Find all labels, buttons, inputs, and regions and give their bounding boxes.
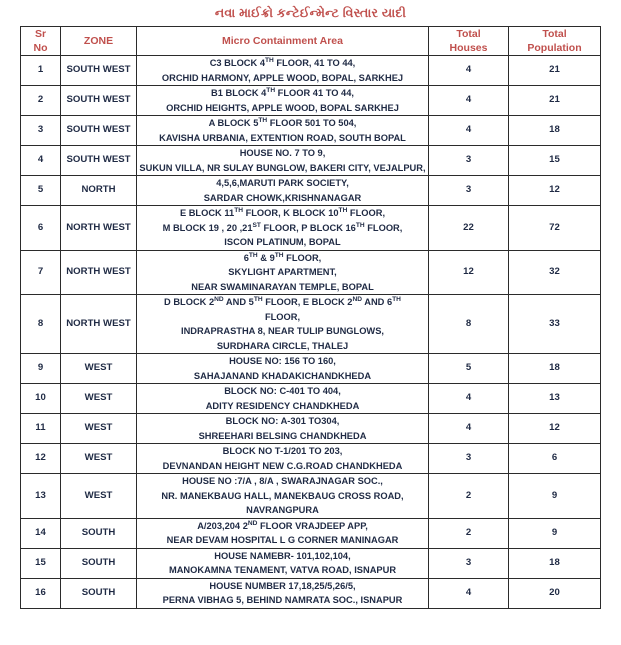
cell-total-population: 12 — [509, 176, 601, 206]
area-line: NR. MANEKBAUG HALL, MANEKBAUG CROSS ROAD, — [161, 490, 404, 501]
cell-micro-containment-area — [137, 295, 429, 354]
cell-zone: SOUTH — [61, 548, 137, 578]
ordinal-suffix: TH — [265, 56, 274, 64]
area-line: HOUSE NUMBER 17,18,25/5,26/5, — [209, 580, 356, 591]
area-line: KAVISHA URBANIA, EXTENTION ROAD, SOUTH BOPAL — [159, 132, 406, 143]
cell-zone: SOUTH WEST — [61, 56, 137, 86]
area-line: D BLOCK 2ND AND 5TH FLOOR, E BLOCK 2ND AND 6TH — [164, 295, 401, 307]
cell-zone: NORTH WEST — [61, 250, 137, 295]
cell-total-houses: 8 — [429, 295, 509, 354]
table-row — [21, 444, 601, 474]
area-line: HOUSE NO :7/A , 8/A , SWARAJNAGAR SOC., — [182, 476, 383, 486]
cell-sr-no: 3 — [21, 116, 61, 146]
table-row — [21, 295, 601, 354]
area-line: HOUSE NO. 7 TO 9, — [239, 148, 326, 158]
cell-sr-no: 5 — [21, 176, 61, 206]
total-houses-label-line2: Houses — [449, 42, 488, 54]
micro-containment-table — [20, 26, 601, 609]
table-row — [21, 250, 601, 295]
area-line: E BLOCK 11TH FLOOR, K BLOCK 10TH FLOOR, — [179, 206, 386, 218]
area-line: ORCHID HARMONY, APPLE WOOD, BOPAL, SARKHEJ — [161, 72, 404, 83]
area-line: 4,5,6,MARUTI PARK SOCIETY, — [216, 178, 349, 188]
cell-total-houses: 22 — [429, 206, 509, 251]
ordinal-suffix: ND — [247, 519, 258, 527]
header-row — [21, 27, 601, 56]
cell-total-houses: 3 — [429, 176, 509, 206]
area-line: C3 BLOCK 4TH FLOOR, 41 TO 44, — [209, 56, 356, 68]
cell-total-population: 32 — [509, 250, 601, 295]
area-line: HOUSE NO: 156 TO 160, — [229, 356, 336, 366]
cell-total-houses: 2 — [429, 474, 509, 519]
area-line: B1 BLOCK 4TH FLOOR 41 TO 44, — [211, 86, 354, 98]
cell-total-houses: 12 — [429, 250, 509, 295]
table-body — [21, 56, 601, 609]
cell-total-houses: 3 — [429, 146, 509, 176]
ordinal-suffix: TH — [234, 206, 243, 214]
ordinal-suffix: TH — [253, 295, 263, 303]
cell-sr-no: 12 — [21, 444, 61, 474]
area-line: SAHAJANAND KHADAKICHANDKHEDA — [193, 370, 372, 381]
area-line: FLOOR, — [264, 311, 301, 322]
cell-micro-containment-area — [137, 474, 429, 519]
cell-zone: SOUTH WEST — [61, 86, 137, 116]
sr-no-label-line1: Sr — [34, 28, 47, 40]
cell-zone: SOUTH WEST — [61, 116, 137, 146]
table-row — [21, 414, 601, 444]
cell-total-population: 13 — [509, 384, 601, 414]
area-line: NAVRANGPURA — [246, 505, 319, 515]
cell-total-houses: 3 — [429, 548, 509, 578]
cell-total-population: 21 — [509, 56, 601, 86]
cell-total-population: 15 — [509, 146, 601, 176]
cell-zone: NORTH WEST — [61, 206, 137, 251]
total-population-label-line2: Population — [527, 42, 582, 54]
cell-total-population: 9 — [509, 474, 601, 519]
cell-micro-containment-area — [137, 86, 429, 116]
area-line: A BLOCK 5TH FLOOR 501 TO 504, — [208, 116, 357, 128]
table-row — [21, 384, 601, 414]
cell-zone: NORTH — [61, 176, 137, 206]
cell-total-population: 20 — [509, 578, 601, 608]
cell-zone: NORTH WEST — [61, 295, 137, 354]
cell-total-population: 18 — [509, 116, 601, 146]
cell-micro-containment-area — [137, 56, 429, 86]
ordinal-suffix: TH — [248, 251, 258, 259]
area-line: A/203,204 2ND FLOOR VRAJDEEP APP, — [197, 519, 368, 531]
ordinal-suffix: TH — [266, 86, 276, 94]
ordinal-suffix: ND — [214, 295, 224, 303]
cell-sr-no: 4 — [21, 146, 61, 176]
cell-total-population: 6 — [509, 444, 601, 474]
cell-micro-containment-area — [137, 116, 429, 146]
area-line: MANOKAMNA TENAMENT, VATVA ROAD, ISNAPUR — [168, 565, 397, 575]
table-row — [21, 56, 601, 86]
cell-total-houses: 5 — [429, 354, 509, 384]
column-header-total-houses — [429, 27, 509, 56]
area-line: 6TH & 9TH FLOOR, — [243, 251, 322, 263]
cell-total-houses: 4 — [429, 384, 509, 414]
table-header — [21, 27, 601, 56]
table-container — [0, 26, 621, 609]
area-line: SARDAR CHOWK,KRISHNANAGAR — [203, 192, 362, 203]
cell-sr-no: 14 — [21, 518, 61, 548]
area-line: SKYLIGHT APARTMENT, — [228, 267, 337, 277]
cell-micro-containment-area — [137, 146, 429, 176]
cell-total-houses: 4 — [429, 56, 509, 86]
cell-zone: SOUTH — [61, 518, 137, 548]
table-row — [21, 206, 601, 251]
ordinal-suffix: TH — [392, 295, 401, 303]
table-row — [21, 548, 601, 578]
total-houses-label-line1: Total — [456, 28, 481, 40]
cell-micro-containment-area — [137, 384, 429, 414]
cell-sr-no: 13 — [21, 474, 61, 519]
cell-micro-containment-area — [137, 518, 429, 548]
cell-zone: WEST — [61, 474, 137, 519]
ordinal-suffix: TH — [274, 251, 284, 259]
cell-zone: WEST — [61, 384, 137, 414]
cell-total-houses: 4 — [429, 116, 509, 146]
cell-total-houses: 2 — [429, 518, 509, 548]
cell-micro-containment-area — [137, 578, 429, 608]
ordinal-suffix: ND — [352, 295, 363, 303]
cell-sr-no: 15 — [21, 548, 61, 578]
area-line: SHREEHARI BELSING CHANDKHEDA — [198, 430, 367, 441]
table-row — [21, 518, 601, 548]
cell-sr-no: 16 — [21, 578, 61, 608]
area-line: BLOCK NO: C-401 TO 404, — [224, 386, 341, 396]
cell-micro-containment-area — [137, 206, 429, 251]
table-row — [21, 86, 601, 116]
table-row — [21, 474, 601, 519]
area-line: SURDHARA CIRCLE, THALEJ — [216, 340, 349, 351]
table-row — [21, 116, 601, 146]
area-line: HOUSE NAMEBR- 101,102,104, — [214, 550, 351, 561]
cell-sr-no: 7 — [21, 250, 61, 295]
table-row — [21, 578, 601, 608]
cell-sr-no: 6 — [21, 206, 61, 251]
cell-sr-no: 2 — [21, 86, 61, 116]
table-row — [21, 146, 601, 176]
area-line: DEVNANDAN HEIGHT NEW C.G.ROAD CHANDKHEDA — [162, 460, 403, 471]
total-population-label-line1: Total — [542, 28, 567, 40]
area-line: SUKUN VILLA, NR SULAY BUNGLOW, BAKERI CITY, VEJALPUR, — [139, 162, 426, 173]
area-line: ADITY RESIDENCY CHANDKHEDA — [205, 400, 360, 411]
cell-micro-containment-area — [137, 444, 429, 474]
cell-zone: SOUTH — [61, 578, 137, 608]
cell-sr-no: 8 — [21, 295, 61, 354]
table-row — [21, 354, 601, 384]
column-header-area: Micro Containment Area — [137, 27, 429, 56]
area-line: NEAR SWAMINARAYAN TEMPLE, BOPAL — [191, 281, 374, 292]
cell-total-houses: 4 — [429, 414, 509, 444]
ordinal-suffix: ST — [252, 221, 261, 229]
cell-total-population: 18 — [509, 548, 601, 578]
cell-zone: SOUTH WEST — [61, 146, 137, 176]
cell-zone: WEST — [61, 354, 137, 384]
column-header-zone: ZONE — [61, 27, 137, 56]
cell-total-houses: 3 — [429, 444, 509, 474]
area-line: BLOCK NO: A-301 TO304, — [225, 416, 340, 426]
cell-zone: WEST — [61, 414, 137, 444]
area-line: PERNA VIBHAG 5, BEHIND NAMRATA SOC., ISNAPUR — [162, 595, 403, 605]
cell-total-population: 33 — [509, 295, 601, 354]
cell-total-houses: 4 — [429, 578, 509, 608]
cell-total-houses: 4 — [429, 86, 509, 116]
cell-total-population: 9 — [509, 518, 601, 548]
cell-micro-containment-area — [137, 414, 429, 444]
cell-sr-no: 1 — [21, 56, 61, 86]
cell-sr-no: 11 — [21, 414, 61, 444]
cell-total-population: 72 — [509, 206, 601, 251]
cell-micro-containment-area — [137, 354, 429, 384]
table-row — [21, 176, 601, 206]
ordinal-suffix: TH — [338, 206, 348, 214]
area-line: ORCHID HEIGHTS, APPLE WOOD, BOPAL SARKHEJ — [166, 102, 399, 113]
cell-micro-containment-area — [137, 548, 429, 578]
cell-sr-no: 10 — [21, 384, 61, 414]
cell-total-population: 12 — [509, 414, 601, 444]
area-line: M BLOCK 19 , 20 ,21ST FLOOR, P BLOCK 16TH FLOOR, — [162, 221, 403, 233]
ordinal-suffix: TH — [355, 221, 365, 229]
area-line: ISCON PLATINUM, BOPAL — [224, 237, 341, 247]
column-header-sr-no — [21, 27, 61, 56]
page-title: નવા માઈક્રો કન્ટેઈન્મેન્ટ વિસ્તાર યાદી — [214, 6, 407, 20]
sr-no-label-line2: No — [33, 42, 48, 54]
cell-total-population: 18 — [509, 354, 601, 384]
area-line: NEAR DEVAM HOSPITAL L G CORNER MANINAGAR — [166, 535, 399, 545]
area-line: INDRAPRASTHA 8, NEAR TULIP BUNGLOWS, — [181, 326, 384, 336]
column-header-total-population — [509, 27, 601, 56]
cell-micro-containment-area — [137, 176, 429, 206]
cell-sr-no: 9 — [21, 354, 61, 384]
cell-micro-containment-area — [137, 250, 429, 295]
area-line: BLOCK NO T-1/201 TO 203, — [222, 446, 343, 456]
cell-total-population: 21 — [509, 86, 601, 116]
ordinal-suffix: TH — [258, 116, 268, 124]
cell-zone: WEST — [61, 444, 137, 474]
